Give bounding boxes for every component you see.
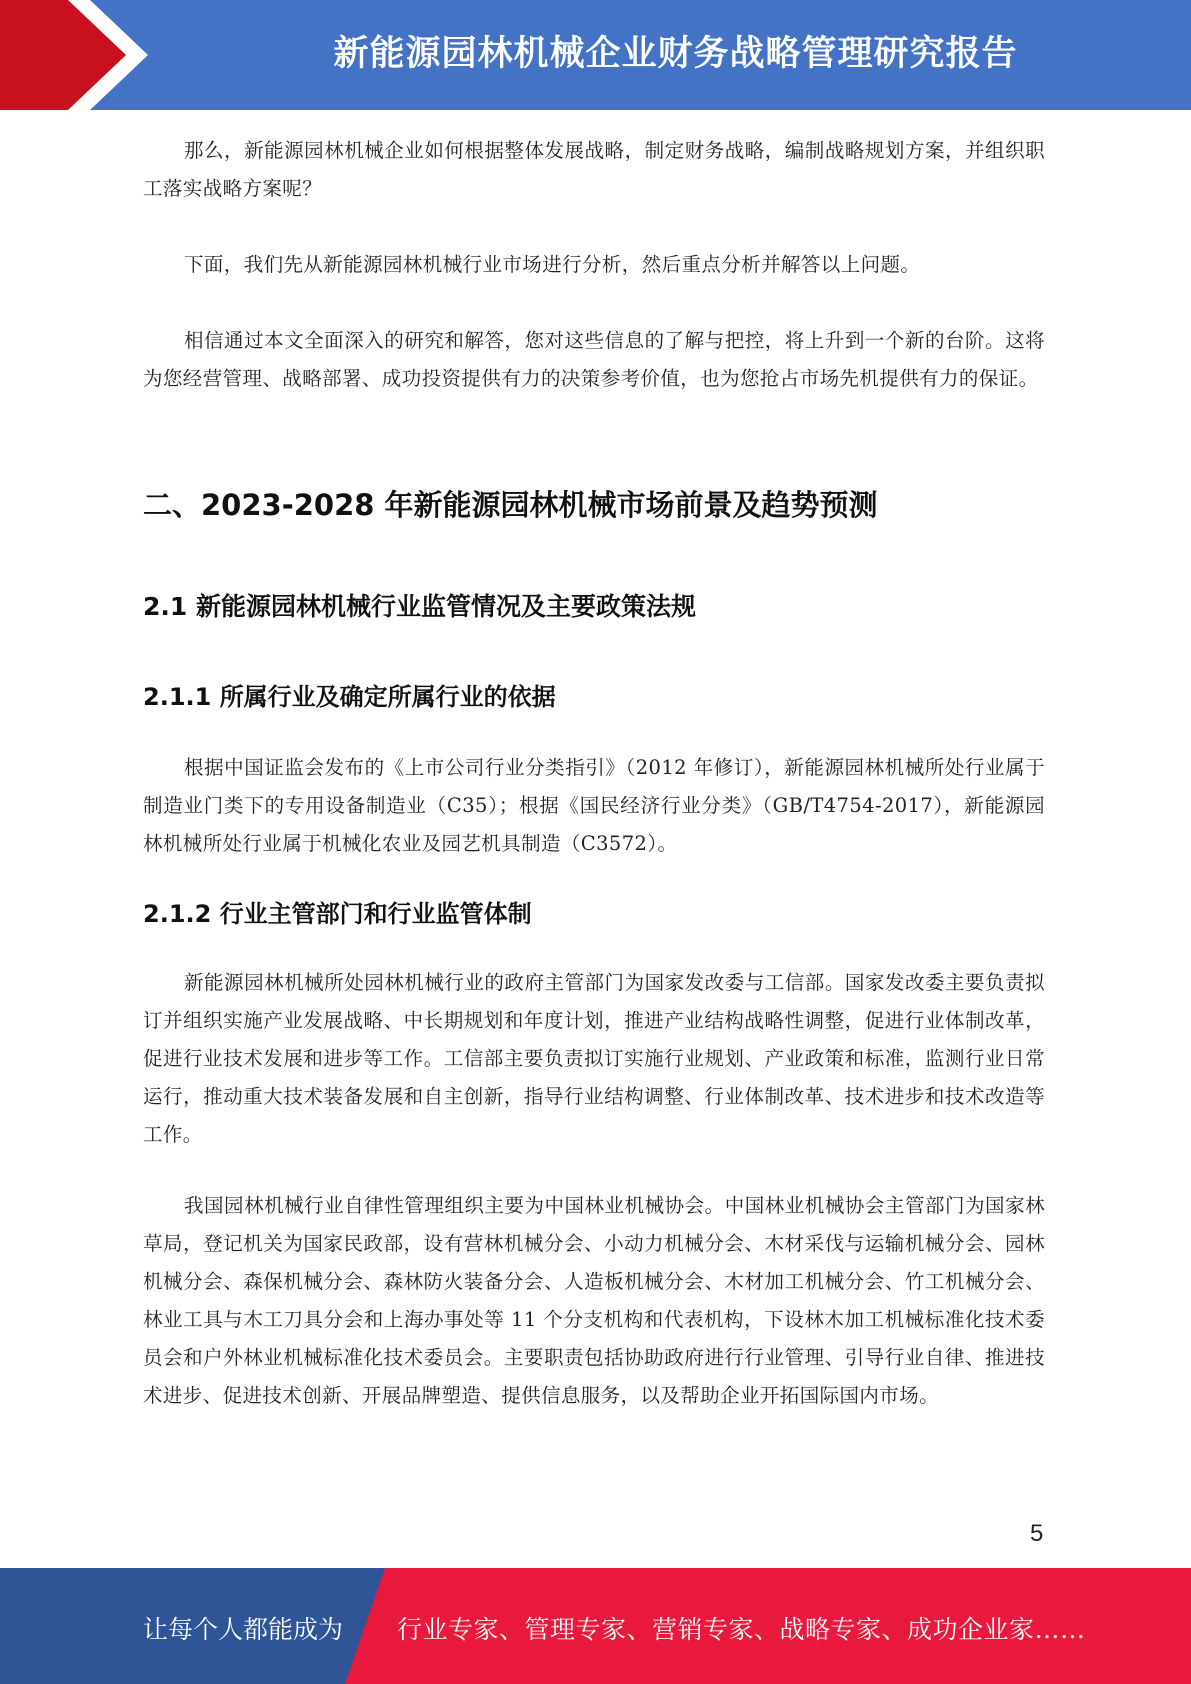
page-header (0, 0, 1191, 110)
section-heading-2: 二、2023-2028 年新能源园林机械市场前景及趋势预测 (143, 488, 878, 522)
report-title: 新能源园林机械企业财务战略管理研究报告 (333, 34, 1018, 74)
footer-slogan-left: 让每个人都能成为 (143, 1615, 344, 1644)
paragraph-intro-value: 相信通过本文全面深入的研究和解答，您对这些信息的了解与把控，将上升到一个新的台阶。这将为您经营管理、战略部署、成功投资提供有力的决策参考价值，也为您抢占市场先机提供有力的保证。 (143, 329, 1045, 390)
footer-slogan-right: 行业专家、管理专家、营销专家、战略专家、成功企业家…… (397, 1615, 1086, 1644)
paragraph-industry-classification: 根据中国证监会发布的《上市公司行业分类指引》（2012 年修订），新能源园林机械所处行业属于制造业门类下的专用设备制造业（C35）；根据《国民经济行业分类》（GB/T4754-2017），新能源园林机械所处行业属于机械化农业及园艺机具制造（C3572）。 (143, 756, 1045, 855)
subsection-heading-2-1-2: 2.1.2 行业主管部门和行业监管体制 (143, 900, 532, 928)
paragraph-intro-plan: 下面，我们先从新能源园林机械行业市场进行分析，然后重点分析并解答以上问题。 (184, 253, 921, 276)
page-number: 5 (1030, 1520, 1044, 1547)
paragraph-industry-association: 我国园林机械行业自律性管理组织主要为中国林业机械协会。中国林业机械协会主管部门为国家林草局，登记机关为国家民政部，设有营林机械分会、小动力机械分会、木材采伐与运输机械分会、园林机械分会、森保机械分会、森林防火装备分会、人造板机械分会、木材加工机械分会、竹工机械分会、林业工具与木工刀具分会和上海办事处等 11 个分支机构和代表机构，下设林木加工机械标准化技术委员会和户外林业机械标准化技术委员会。主要职责包括协助政府进行行业管理、引导行业自律、推进技术进步、促进技术创新、开展品牌塑造、提供信息服务，以及帮助企业开拓国际国内市场。 (143, 1194, 1045, 1407)
paragraph-regulators: 新能源园林机械所处园林机械行业的政府主管部门为国家发改委与工信部。国家发改委主要负责拟订并组织实施产业发展战略、中长期规划和年度计划，推进产业结构战略性调整，促进行业体制改革，促进行业技术发展和进步等工作。工信部主要负责拟订实施行业规划、产业政策和标准，监测行业日常运行，推动重大技术装备发展和自主创新，指导行业结构调整、行业体制改革、技术进步和技术改造等工作。 (143, 971, 1045, 1146)
subsection-heading-2-1: 2.1 新能源园林机械行业监管情况及主要政策法规 (143, 592, 696, 621)
paragraph-intro-question: 那么，新能源园林机械企业如何根据整体发展战略，制定财务战略，编制战略规划方案，并组织职工落实战略方案呢？ (143, 139, 1045, 200)
page-footer (0, 1568, 1191, 1684)
subsection-heading-2-1-1: 2.1.1 所属行业及确定所属行业的依据 (143, 683, 556, 711)
